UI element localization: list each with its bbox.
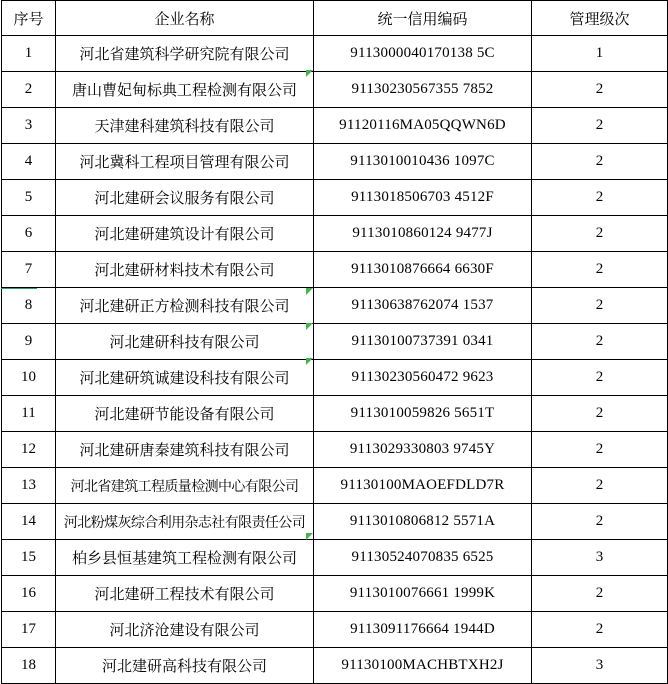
cell-index: 2 <box>2 72 56 108</box>
column-header-index: 序号 <box>2 1 56 36</box>
table-row <box>2 648 668 684</box>
cell-credit-code: 91130230560472 9623 <box>314 360 532 396</box>
table-row <box>2 540 668 576</box>
cell-management-level: 2 <box>532 252 668 288</box>
table-row <box>2 108 668 144</box>
table-row <box>2 576 668 612</box>
cell-index: 6 <box>2 216 56 252</box>
cell-enterprise-name: 河北建研材料技术有限公司 <box>56 252 314 288</box>
table-row <box>2 396 668 432</box>
cell-index: 4 <box>2 144 56 180</box>
cell-enterprise-name: 河北建研筑诚建设科技有限公司 <box>56 360 314 396</box>
cell-index: 12 <box>2 432 56 468</box>
cell-credit-code: 9113010059826 5651T <box>314 396 532 432</box>
cell-management-level: 2 <box>532 360 668 396</box>
cell-management-level: 2 <box>532 576 668 612</box>
cell-credit-code: 91130524070835 6525 <box>314 540 532 576</box>
cell-credit-code: 91130100MAOEFDLD7R <box>314 468 532 504</box>
cell-index: 15 <box>2 540 56 576</box>
table-row <box>2 144 668 180</box>
table-row <box>2 252 668 288</box>
cell-index: 9 <box>2 324 56 360</box>
table-row <box>2 288 668 324</box>
cell-management-level: 2 <box>532 432 668 468</box>
cell-enterprise-name: 唐山曹妃甸标典工程检测有限公司 <box>56 72 314 108</box>
table-row <box>2 504 668 540</box>
table-row <box>2 612 668 648</box>
cell-index: 17 <box>2 612 56 648</box>
cell-management-level: 2 <box>532 324 668 360</box>
cell-enterprise-name: 河北建研唐秦建筑科技有限公司 <box>56 432 314 468</box>
cell-management-level: 2 <box>532 72 668 108</box>
table-body <box>2 36 668 684</box>
cell-index: 8 <box>2 288 56 324</box>
table-row <box>2 216 668 252</box>
cell-credit-code: 9113029330803 9745Y <box>314 432 532 468</box>
cell-credit-code: 91130100737391 0341 <box>314 324 532 360</box>
cell-enterprise-name: 河北建研工程技术有限公司 <box>56 576 314 612</box>
cell-credit-code: 91130638762074 1537 <box>314 288 532 324</box>
enterprise-table <box>1 0 668 684</box>
cell-enterprise-name: 柏乡县恒基建筑工程检测有限公司 <box>56 540 314 576</box>
cell-enterprise-name: 天津建科建筑科技有限公司 <box>56 108 314 144</box>
cell-enterprise-name: 河北建研科技有限公司 <box>56 324 314 360</box>
cell-credit-code: 9113000040170138 5C <box>314 36 532 72</box>
cell-enterprise-name: 河北建研建筑设计有限公司 <box>56 216 314 252</box>
cell-index: 16 <box>2 576 56 612</box>
table-row <box>2 324 668 360</box>
cell-enterprise-name: 河北建研会议服务有限公司 <box>56 180 314 216</box>
table-row <box>2 36 668 72</box>
table-row <box>2 180 668 216</box>
table-row <box>2 360 668 396</box>
cell-credit-code: 9113010860124 9477J <box>314 216 532 252</box>
cell-management-level: 2 <box>532 504 668 540</box>
cell-management-level: 2 <box>532 396 668 432</box>
cell-credit-code: 9113091176664 1944D <box>314 612 532 648</box>
cell-management-level: 2 <box>532 612 668 648</box>
cell-enterprise-name: 河北粉煤灰综合利用杂志社有限责任公司 <box>56 504 314 540</box>
cell-management-level: 2 <box>532 468 668 504</box>
cell-management-level: 3 <box>532 648 668 684</box>
cell-enterprise-name: 河北省建筑科学研究院有限公司 <box>56 36 314 72</box>
cell-credit-code: 9113018506703 4512F <box>314 180 532 216</box>
cell-credit-code: 91130100MACHBTXH2J <box>314 648 532 684</box>
cell-index: 5 <box>2 180 56 216</box>
cell-index: 18 <box>2 648 56 684</box>
cell-index: 13 <box>2 468 56 504</box>
table-header-row <box>2 1 668 36</box>
cell-enterprise-name: 河北省建筑工程质量检测中心有限公司 <box>56 468 314 504</box>
cell-index: 10 <box>2 360 56 396</box>
cell-enterprise-name: 河北建研正方检测科技有限公司 <box>56 288 314 324</box>
cell-management-level: 3 <box>532 540 668 576</box>
cell-management-level: 2 <box>532 288 668 324</box>
table-row <box>2 432 668 468</box>
cell-index: 3 <box>2 108 56 144</box>
cell-enterprise-name: 河北冀科工程项目管理有限公司 <box>56 144 314 180</box>
cell-enterprise-name: 河北济沧建设有限公司 <box>56 612 314 648</box>
cell-index: 11 <box>2 396 56 432</box>
cell-credit-code: 9113010806812 5571A <box>314 504 532 540</box>
table-row <box>2 468 668 504</box>
cell-management-level: 2 <box>532 144 668 180</box>
cell-index: 14 <box>2 504 56 540</box>
cell-enterprise-name: 河北建研节能设备有限公司 <box>56 396 314 432</box>
cell-index: 7 <box>2 252 56 288</box>
table-row <box>2 72 668 108</box>
cell-credit-code: 9113010076661 1999K <box>314 576 532 612</box>
cell-credit-code: 91130230567355 7852 <box>314 72 532 108</box>
cell-credit-code: 9113010876664 6630F <box>314 252 532 288</box>
column-header-enterprise-name: 企业名称 <box>56 1 314 36</box>
column-header-credit-code: 统一信用编码 <box>314 1 532 36</box>
column-header-management-level: 管理级次 <box>532 1 668 36</box>
cell-management-level: 2 <box>532 180 668 216</box>
cell-enterprise-name: 河北建研高科技有限公司 <box>56 648 314 684</box>
cell-management-level: 2 <box>532 216 668 252</box>
cell-index: 1 <box>2 36 56 72</box>
cell-management-level: 1 <box>532 36 668 72</box>
cell-management-level: 2 <box>532 108 668 144</box>
cell-credit-code: 9113010010436 1097C <box>314 144 532 180</box>
cell-credit-code: 91120116MA05QQWN6D <box>314 108 532 144</box>
